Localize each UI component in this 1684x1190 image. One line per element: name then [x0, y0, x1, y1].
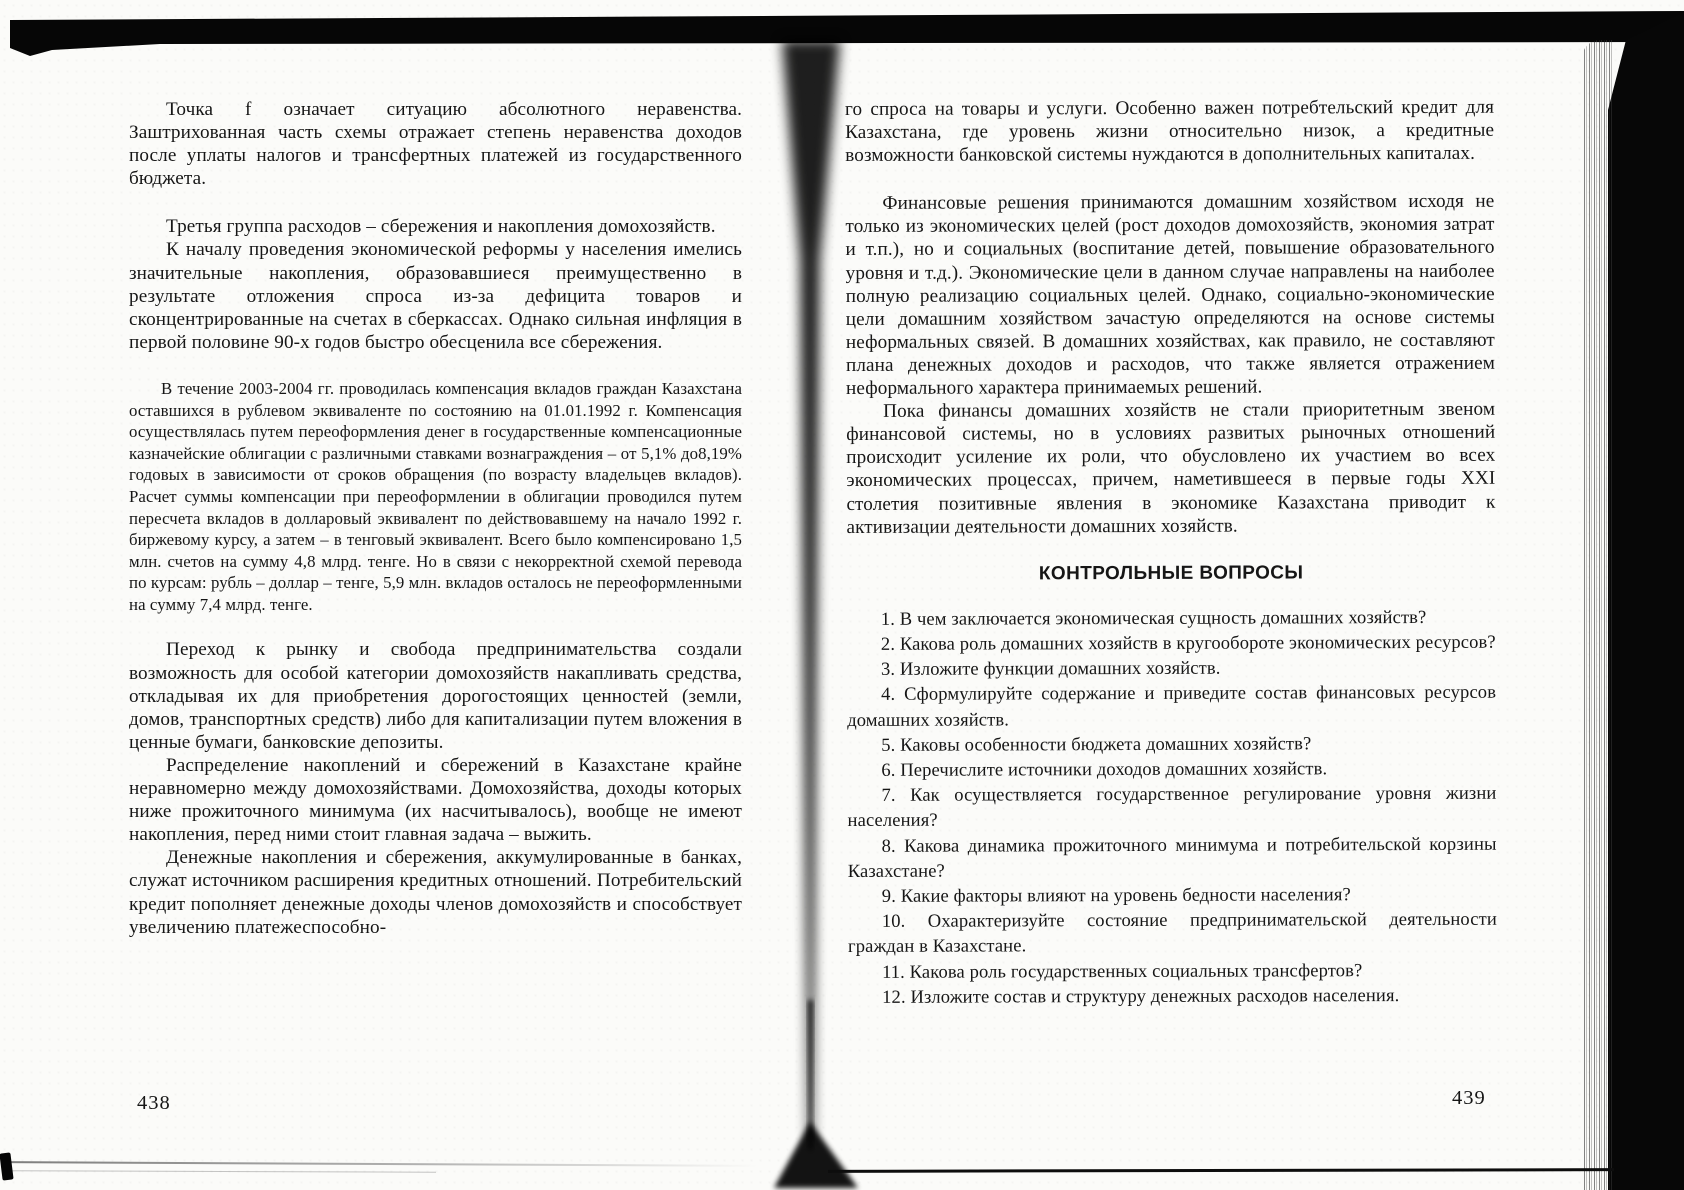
- paragraph: Пока финансы домашних хозяйств не стали приоритетным звеном финансовой системы, но в условиях развитых рыночных отношений происходит усиление их роли, что обусловлено их участием во всех экономических процессах, причем, наметившееся в первые годы XXI столетия позитивные явления в экономике Казахстана приводит к активизации деятельности домашних хозяйств.: [846, 398, 1496, 538]
- question-item: 3. Изложите функции домашних хозяйств.: [880, 657, 1221, 680]
- page-number-right: 439: [1452, 1087, 1486, 1109]
- scan-right-black-band: [1608, 0, 1684, 1190]
- scan-corner-mark: [0, 1152, 14, 1180]
- question-item: 6. Перечислите источники доходов домашних хозяйств.: [881, 758, 1328, 781]
- question-item: 10. Охарактеризуйте состояние предпринимательской деятельности граждан в Казахстане.: [847, 908, 1497, 958]
- paragraph: Переход к рынку и свобода предпринимательства создали возможность для особой категории домохозяйств накапливать средства, откладывая их для приобретения дорогостоящих ценностей (земли, домов, транспортных средств) либо для капитализации путем вложения в ценные бумаги, банковские депозиты.: [129, 639, 742, 753]
- question-item: 12. Изложите состав и структуру денежных расходов населения.: [882, 984, 1400, 1008]
- paragraph: Третья группа расходов – сбережения и накопления домохозяйств.: [166, 216, 716, 238]
- question-item: 4. Сформулируйте содержание и приведите состав финансовых ресурсов домашних хозяйств.: [847, 682, 1497, 731]
- left-page: [129, 98, 742, 939]
- paragraph: го спроса на товары и услуги. Особенно важен потребтельский кредит для Казахстана, где уровень жизни относительно низок, а кредитные возможности банковской системы нуждаются в дополнительных капиталах.: [845, 96, 1495, 167]
- paragraph: Распределение накоплений и сбережений в Казахстане крайне неравномерно между домохозяйствами. Домохозяйства, доходы которых ниже прожиточного минимума (их насчитывалось), вообще не имеют накопления, перед ними стоит главная задача – выжить.: [129, 754, 742, 846]
- right-page: [845, 96, 1497, 1010]
- question-item: 1. В чем заключается экономическая сущность домашних хозяйств?: [880, 606, 1427, 630]
- left-page-bottom-edge-faint: [6, 1170, 436, 1173]
- left-page-bottom-edge: [6, 1161, 758, 1167]
- right-page-bottom-edge: [828, 1168, 1614, 1173]
- question-item: 5. Каковы особенности бюджета домашних хозяйств?: [881, 733, 1312, 756]
- question-item: 2. Какова роль домашних хозяйств в кругообороте экономических ресурсов?: [880, 631, 1496, 655]
- paragraph: Денежные накопления и сбережения, аккумулированные в банках, служат источником расширения кредитных отношений. Потребительский кредит пополняет денежные доходы членов домохозяйств и способствует увеличению платежеспособно-: [129, 847, 742, 938]
- question-item: 7. Как осуществляется государственное регулирование уровня жизни населения?: [847, 782, 1497, 832]
- question-item: 9. Какие факторы влияют на уровень бедности населения?: [881, 884, 1351, 907]
- control-questions-heading: КОНТРОЛЬНЫЕ ВОПРОСЫ: [1038, 562, 1304, 585]
- paragraph: Точка f означает ситуацию абсолютного неравенства. Заштрихованная часть схемы отражает степень неравенства доходов после уплаты налогов и трансфертных платежей из государственного бюджета.: [129, 99, 742, 190]
- question-item: 11. Какова роль государственных социальных трансфертов?: [882, 959, 1363, 983]
- question-item: 8. Какова динамика прожиточного минимума и потребительской корзины Казахстане?: [847, 833, 1497, 882]
- page-number-left: 438: [137, 1092, 171, 1114]
- paragraph: К началу проведения экономической реформы у населения имелись значительные накопления, образовавшиеся преимущественно в результате отложения спроса из-за дефицита товаров и сконцентрированные на счетах в сберкассах. Однако сильная инфляция в первой половине 90-х годов быстро обесценила все сбережения.: [129, 239, 742, 353]
- paragraph-small-note: В течение 2003-2004 гг. проводилась компенсация вкладов граждан Казахстана оставшихся в рублевом эквиваленте по состоянию на 01.01.1992 г. Компенсация осуществлялась путем переоформления денег в государственные компенсационные казначейские облигации с различными ставками вознаграждения – от 5,1% до8,19% годовых в зависимости от сроков обращения (по возрасту владельцев вкладов). Расчет суммы компенсации при переоформлении в облигации проводился путем пересчета вкладов в долларовый эквивалент по действовавшему на начало 1992 г. биржевому курсу, а затем – в тенговый эквивалент. Всего было компенсировано 1,5 млн. счетов на сумму 4,8 млрд. тенге. Но в связи с некорректной схемой перевода по курсам: рубль – доллар – тенге, 5,9 млн. вкладов осталось не переоформленными на сумму 7,4 млрд. тенге.: [129, 378, 742, 614]
- page-edge-striations: [1582, 40, 1612, 1190]
- paragraph: Финансовые решения принимаются домашним хозяйством исходя не только из экономических целей (рост доходов домохозяйств, экономия затрат и т.п.), но и социальных (воспитание детей, повышение образовательного уровня и т.д.). Экономические цели в данном случае направлены на наиболее полную реализацию социальных целей. Однако, социально-экономические цели домашним хозяйством зачастую определяются на основе системы неформальных связей. В домашних хозяйствах, как правило, не составляют плана денежных доходов и расходов, что также является отражением неформального характера принимаемых решений.: [845, 191, 1495, 400]
